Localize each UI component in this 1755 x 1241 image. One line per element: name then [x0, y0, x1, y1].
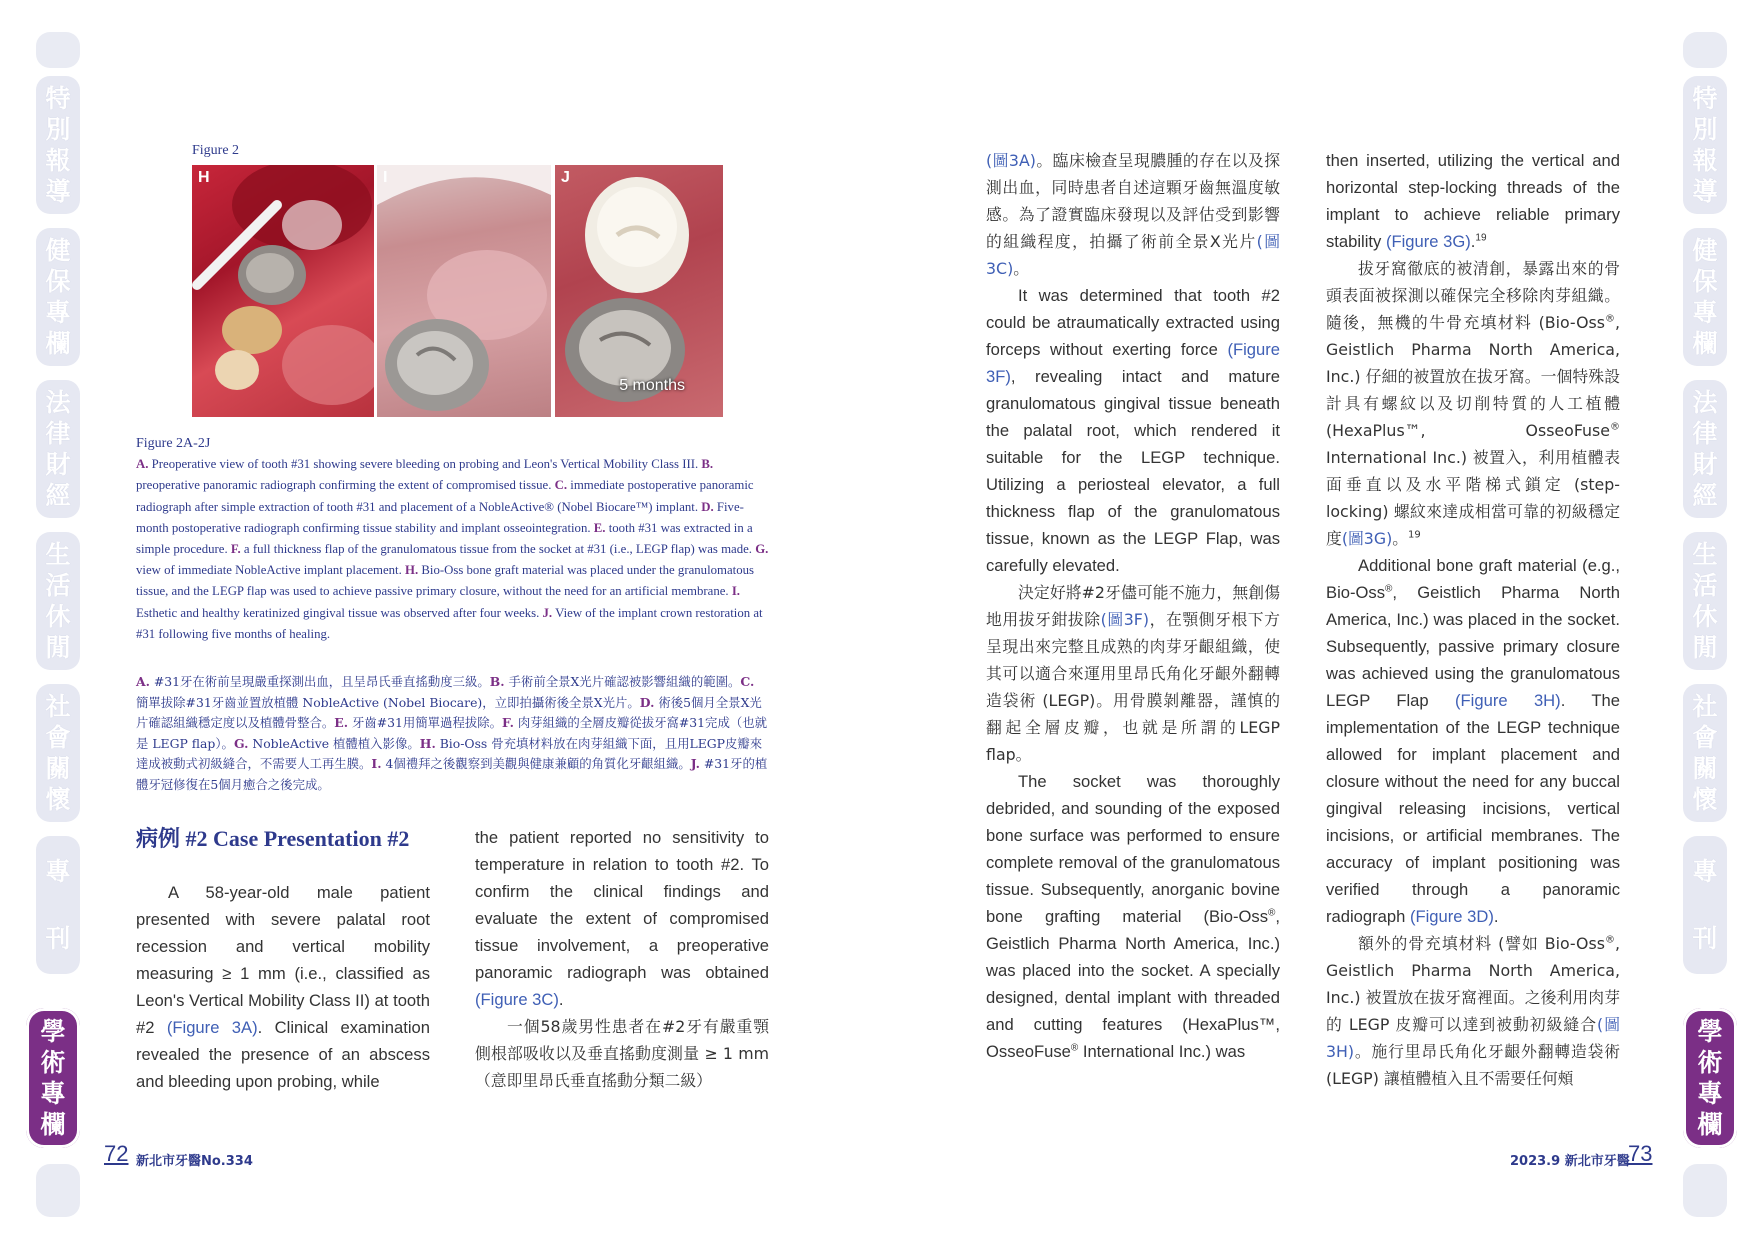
- tab-char: 社: [1692, 692, 1718, 721]
- caption-letter: C.: [554, 478, 568, 493]
- caption-letter: I.: [371, 756, 382, 772]
- body-paragraph-chinese: [986, 147, 1280, 282]
- body-text: 一個58歲男性患者在#2牙有嚴重顎側根部吸收以及垂直搖動度測量 ≥ 1 mm（意即里昂氏垂直搖動分類二級）: [475, 1017, 769, 1090]
- caption-text: Esthetic and healthy keratinized gingival tissue was observed after four weeks.: [136, 605, 543, 620]
- body-text: , revealing intact and mature granulomatous gingival tissue beneath the palatal root, which rendered it suitable for the LEGP technique. Utilizing a periosteal elevator, a full thickness flap of the granulomatous tissue, known as the LEGP Flap, was carefully elevated.: [986, 367, 1280, 575]
- tab-char: 健: [1692, 236, 1718, 265]
- tab-char: 專: [45, 857, 71, 886]
- caption-text: View of the implant crown restoration at #31 following five months of healing.: [136, 605, 763, 641]
- tab-char: 會: [1692, 723, 1718, 752]
- caption-letter: J.: [690, 756, 700, 772]
- section-heading: 病例 #2 Case Presentation #2: [136, 826, 410, 851]
- tab-char: 閒: [1692, 633, 1718, 662]
- tab-char: 關: [1692, 754, 1718, 783]
- tab-char: 保: [45, 267, 71, 296]
- tab-char: 學: [40, 1017, 66, 1046]
- figure-reference-link[interactable]: (圖3F): [1100, 610, 1150, 629]
- tab-special-issue[interactable]: [1683, 836, 1727, 974]
- body-text: 。: [1013, 259, 1030, 278]
- caption-letter: A.: [136, 674, 150, 689]
- tab-char: 專: [45, 298, 71, 327]
- body-paragraph-chinese: [1326, 930, 1620, 1092]
- tab-char: 閒: [45, 633, 71, 662]
- right-journal-name: 2023.9 新北市牙醫: [1510, 1154, 1630, 1169]
- photo-letter: H: [198, 169, 210, 186]
- photo-time-caption: 5 months: [619, 377, 685, 394]
- caption-text: 牙齒#31用簡單過程拔除。: [348, 715, 503, 731]
- registered-mark: ®: [1604, 313, 1615, 325]
- tab-char: 懷: [45, 785, 71, 814]
- registered-mark: ®: [1070, 1042, 1079, 1054]
- body-text: , Geistlich Pharma North America, Inc.) 仔細的被置放在拔牙窩。一個特殊設計具有螺紋以及切削特質的人工植體 (HexaPlus™, OsseoFuse: [1326, 313, 1620, 440]
- body-text: .: [558, 990, 564, 1009]
- figure-reference-link[interactable]: (Figure 3A): [166, 1018, 258, 1037]
- tab-char: 導: [45, 177, 71, 206]
- body-text: It was determined that tooth #2 could be atraumatically extracted using forceps without exerting force: [986, 286, 1280, 359]
- tab-char: 術: [40, 1048, 66, 1077]
- registered-mark: ®: [1604, 934, 1615, 946]
- clinical-photo-j: [555, 165, 723, 417]
- tab-academic-active[interactable]: [26, 1008, 80, 1148]
- tab-char: 專: [1692, 298, 1718, 327]
- tab-char: 特: [1692, 84, 1718, 113]
- body-text: A 58-year-old male patient presented with severe palatal root recession and vertical mobility measuring ≥ 1 mm (i.e., classified as Leon's Vertical Mobility Class II) at tooth #2: [136, 883, 430, 1037]
- photo-letter: J: [561, 169, 570, 186]
- rail-cap: [36, 32, 80, 68]
- caption-letter: F.: [230, 542, 241, 557]
- body-text: 拔牙窩徹底的被清創，暴露出來的骨頭表面被探測以確保完全移除肉芽組織。隨後，無機的牛骨充填材料 (Bio-Oss: [1326, 259, 1620, 332]
- right-page-column-2: [1326, 147, 1620, 1092]
- figure-caption-english: [136, 433, 770, 645]
- figure-reference-link[interactable]: (Figure 3F): [986, 340, 1280, 386]
- body-text: 。臨床檢查呈現膿腫的存在以及探測出血，同時患者自述這顆牙齒無溫度敏感。為了證實臨床發現以及評估受到影響的組織程度，拍攝了術前全景X光片: [986, 151, 1280, 251]
- body-text: the patient reported no sensitivity to temperature in relation to tooth #2. To confirm the clinical findings and evaluate the extent of compromised tissue involvement, a preoperative panoramic radiograph was obtained: [475, 828, 769, 982]
- tab-social-care[interactable]: [36, 684, 80, 822]
- tab-law-finance[interactable]: [36, 380, 80, 518]
- tab-char: 學: [1697, 1017, 1723, 1046]
- body-text: . Clinical examination revealed the presence of an abscess and bleeding upon probing, while: [136, 1018, 430, 1091]
- tab-char: 會: [45, 723, 71, 752]
- body-paragraph: [1326, 147, 1620, 255]
- body-text: 。施行里昂氏角化牙齦外翻轉造袋術 (LEGP) 讓植體植入且不需要任何頰: [1326, 1042, 1620, 1088]
- body-text: .: [1470, 232, 1476, 251]
- body-text: , Geistlich Pharma North America, Inc.) 被置放在拔牙窩裡面。之後利用肉芽的 LEGP 皮瓣可以達到被動初級縫合: [1326, 934, 1620, 1034]
- tab-char: 財: [45, 450, 71, 479]
- tab-char: 刊: [1692, 924, 1718, 953]
- rail-cap: [1683, 1164, 1727, 1217]
- tab-char: 社: [45, 692, 71, 721]
- left-section-rail: [36, 32, 80, 1217]
- tab-academic-active[interactable]: [1683, 1008, 1737, 1148]
- tab-char: 生: [1692, 540, 1718, 569]
- caption-letter: J.: [542, 605, 553, 620]
- caption-text: preoperative panoramic radiograph confirming the extent of compromised tissue.: [136, 478, 555, 493]
- caption-text: view of immediate NobleActive implant placement.: [136, 563, 406, 578]
- body-text: International Inc.) was: [1078, 1042, 1246, 1061]
- tab-lifestyle[interactable]: [1683, 532, 1727, 670]
- tab-char: 關: [45, 754, 71, 783]
- tab-special-report[interactable]: [36, 76, 80, 214]
- figure-reference-link[interactable]: (圖3H): [1326, 1015, 1620, 1061]
- body-text: The socket was thoroughly debrided, and sounding of the exposed bone surface was performed to ensure complete removal of the granulomatous tissue. Subsequently, anorganic bovine bone grafting material (Bio-Oss: [986, 772, 1280, 926]
- photo-letter: I: [383, 169, 388, 186]
- figure-reference-link[interactable]: (Figure 3G): [1385, 232, 1471, 251]
- tab-char: 懷: [1692, 785, 1718, 814]
- rail-cap: [1683, 32, 1727, 68]
- tab-char: 特: [45, 84, 71, 113]
- registered-mark: ®: [1268, 907, 1276, 919]
- tab-char: 專: [40, 1079, 66, 1108]
- body-paragraph: [986, 282, 1280, 579]
- caption-letter: D.: [639, 694, 655, 710]
- left-page-column-2: [475, 824, 769, 1094]
- tab-lifestyle[interactable]: [36, 532, 80, 670]
- body-text: ，在顎側牙根下方呈現出來完整且成熟的肉芽牙齦組織，使其可以適合來運用里昂氏角化牙齦外翻轉造袋術 (LEGP)。用骨膜剝離器，謹慎的翻起全層皮瓣，也就是所謂的LEGP flap。: [986, 610, 1280, 764]
- citation-superscript: 19: [1475, 232, 1487, 244]
- figure-reference-link[interactable]: (圖3A): [986, 151, 1036, 170]
- tab-char: 別: [1692, 115, 1718, 144]
- tab-char: 生: [45, 540, 71, 569]
- left-journal-name: 新北市牙醫No.334: [136, 1154, 253, 1169]
- tab-health-insurance[interactable]: [36, 228, 80, 366]
- caption-letter: E.: [593, 520, 606, 535]
- caption-text: 肉芽組織的全層皮瓣從拔牙窩#31完成（也就是 LEGP flap）。: [136, 715, 768, 751]
- tab-char: 休: [1692, 602, 1718, 631]
- figure-reference-link[interactable]: (圖3G): [1341, 529, 1393, 548]
- photo-i-illustration: [377, 165, 551, 417]
- body-text: 額外的骨充填材料 (譬如 Bio-Oss: [1358, 934, 1605, 953]
- caption-letter: B.: [701, 457, 714, 472]
- figure-reference-link[interactable]: (圖3C): [986, 232, 1280, 278]
- clinical-photo-i: [377, 165, 551, 417]
- left-page-column-1: [136, 879, 430, 1095]
- caption-letter: G.: [755, 542, 769, 557]
- body-text: . The implementation of the LEGP technique allowed for implant placement and closure without the need for any buccal gingival releasing incisions, vertical incisions, or artificial membranes. The accuracy of implant positioning was verified through a panoramic radiograph: [1326, 691, 1620, 926]
- tab-char: 專: [1692, 857, 1718, 886]
- tab-char: 欄: [40, 1110, 66, 1139]
- caption-text: tooth #31 was extracted in a simple procedure.: [136, 520, 753, 557]
- body-text: , Geistlich Pharma North America, Inc.) was placed in the socket. Subsequently, passive primary closure was achieved using the granulomatous LEGP Flap: [1326, 583, 1620, 710]
- tab-char: 欄: [1697, 1110, 1723, 1139]
- caption-title: Figure 2A-2J: [136, 436, 211, 451]
- caption-letter: A.: [136, 457, 149, 472]
- body-paragraph: [986, 768, 1280, 1065]
- figure-reference-link[interactable]: (Figure 3D): [1409, 907, 1494, 926]
- caption-letter: G.: [233, 735, 249, 751]
- caption-letter: C.: [740, 674, 755, 689]
- tab-char: 財: [1692, 450, 1718, 479]
- body-paragraph-chinese: [986, 579, 1280, 768]
- tab-char: 律: [45, 419, 71, 448]
- body-paragraph-chinese: [475, 1013, 769, 1094]
- tab-char: 導: [1692, 177, 1718, 206]
- caption-letter: I.: [731, 584, 740, 599]
- tab-char: 報: [1692, 146, 1718, 175]
- tab-char: 欄: [1692, 329, 1718, 358]
- caption-text: 術後5個月全景X光片確認組織穩定度以及植體骨整合。: [136, 694, 762, 731]
- caption-letter: B.: [489, 674, 505, 689]
- caption-text: Bio-Oss 骨充填材料放在肉芽組織下面，且用LEGP皮瓣來達成被動式初級縫合，不需要人工再生膜。: [136, 735, 763, 772]
- caption-text: Preoperative view of tooth #31 showing severe bleeding on probing and Leon's Vertical Mobility Class III.: [148, 457, 702, 472]
- caption-letter: F.: [502, 715, 514, 731]
- body-text: .: [1493, 907, 1499, 926]
- tab-char: 健: [45, 236, 71, 265]
- body-text: , Geistlich Pharma North America, Inc.) was placed into the socket. A specially designed, dental implant with threaded and cutting features (HexaPlus™, OsseoFuse: [986, 907, 1280, 1061]
- tab-char: 律: [1692, 419, 1718, 448]
- body-paragraph: [1326, 552, 1620, 930]
- tab-char: 術: [1697, 1048, 1723, 1077]
- body-text: Additional bone graft material (e.g., Bio-Oss: [1326, 556, 1620, 602]
- figure-caption-chinese: [136, 672, 770, 796]
- tab-char: 欄: [45, 329, 71, 358]
- caption-letter: D.: [701, 499, 714, 514]
- right-section-rail: [1683, 32, 1727, 1217]
- tab-char: 別: [45, 115, 71, 144]
- body-text: then inserted, utilizing the vertical and horizontal step-locking threads of the implant to achieve reliable primary stability: [1326, 151, 1620, 251]
- tab-special-report[interactable]: [1683, 76, 1727, 214]
- caption-text: #31牙的植體牙冠修復在5個月癒合之後完成。: [136, 756, 768, 792]
- rail-cap: [36, 1164, 80, 1217]
- tab-char: 刊: [45, 924, 71, 953]
- tab-char: 報: [45, 146, 71, 175]
- tab-char: 保: [1692, 267, 1718, 296]
- tab-char: 經: [45, 481, 71, 510]
- tab-health-insurance[interactable]: [1683, 228, 1727, 366]
- caption-text: immediate postoperative panoramic radiograph after simple extraction of tooth #31 and placement of a NobleActive® (Nobel Biocare™) implant.: [136, 478, 754, 514]
- caption-text: 手術前全景X光片確認被影響組織的範圍。: [504, 674, 741, 689]
- tab-char: 活: [1692, 571, 1718, 600]
- tab-char: 活: [45, 571, 71, 600]
- right-page-column-1: [986, 147, 1280, 1065]
- caption-letter: E.: [334, 715, 349, 731]
- figure-reference-link[interactable]: (Figure 3C): [475, 990, 559, 1009]
- caption-letter: H.: [405, 563, 419, 578]
- caption-text: Five-month postoperative radiograph confirming tissue stability and implant osseointegration.: [136, 499, 744, 535]
- tab-char: 專: [1697, 1079, 1723, 1108]
- body-paragraph-chinese: [1326, 255, 1620, 552]
- body-text: International Inc.) 被置入，利用植體表面垂直以及水平階梯式鎖定 (step-locking) 螺紋來達成相當可靠的初級穩定度: [1326, 448, 1620, 548]
- caption-text: a full thickness flap of the granulomatous tissue from the socket at #31 (i.e., LEGP flap) was made.: [240, 542, 756, 557]
- tab-special-issue[interactable]: [36, 836, 80, 974]
- caption-text: 4個禮拜之後觀察到美觀與健康兼顧的角質化牙齦組織。: [381, 756, 691, 772]
- body-paragraph: [475, 824, 769, 1013]
- tab-char: 法: [45, 388, 71, 417]
- caption-text: Bio-Oss bone graft material was placed under the granulomatous tissue, and the LEGP flap was used to achieve passive primary closure, without the need for an artificial membrane.: [136, 563, 754, 599]
- registered-mark: ®: [1610, 421, 1620, 433]
- tab-law-finance[interactable]: [1683, 380, 1727, 518]
- body-paragraph: [136, 879, 430, 1095]
- citation-superscript: 19: [1408, 529, 1421, 541]
- registered-mark: ®: [1385, 583, 1393, 595]
- tab-char: 法: [1692, 388, 1718, 417]
- tab-social-care[interactable]: [1683, 684, 1727, 822]
- body-text: 決定好將#2牙儘可能不施力，無創傷地用拔牙鉗拔除: [986, 583, 1280, 629]
- left-page-number: 72: [104, 1141, 129, 1166]
- body-text: 。: [1392, 529, 1409, 548]
- caption-text: #31牙在術前呈現嚴重探測出血，且呈昂氏垂直搖動度三級。: [149, 674, 490, 689]
- clinical-photo-h: [192, 165, 374, 417]
- tab-char: 休: [45, 602, 71, 631]
- caption-text: NobleActive 植體植入影像。: [248, 735, 420, 751]
- figure-reference-link[interactable]: (Figure 3H): [1455, 691, 1561, 710]
- caption-text: 簡單拔除#31牙齒並置放植體 NobleActive (Nobel Biocare)，立即拍攝術後全景X光片。: [136, 694, 640, 710]
- right-page-number: 73: [1628, 1141, 1653, 1166]
- tab-char: 經: [1692, 481, 1718, 510]
- photo-h-illustration: [192, 165, 374, 417]
- caption-letter: H.: [419, 735, 436, 751]
- figure-label: Figure 2: [192, 143, 240, 158]
